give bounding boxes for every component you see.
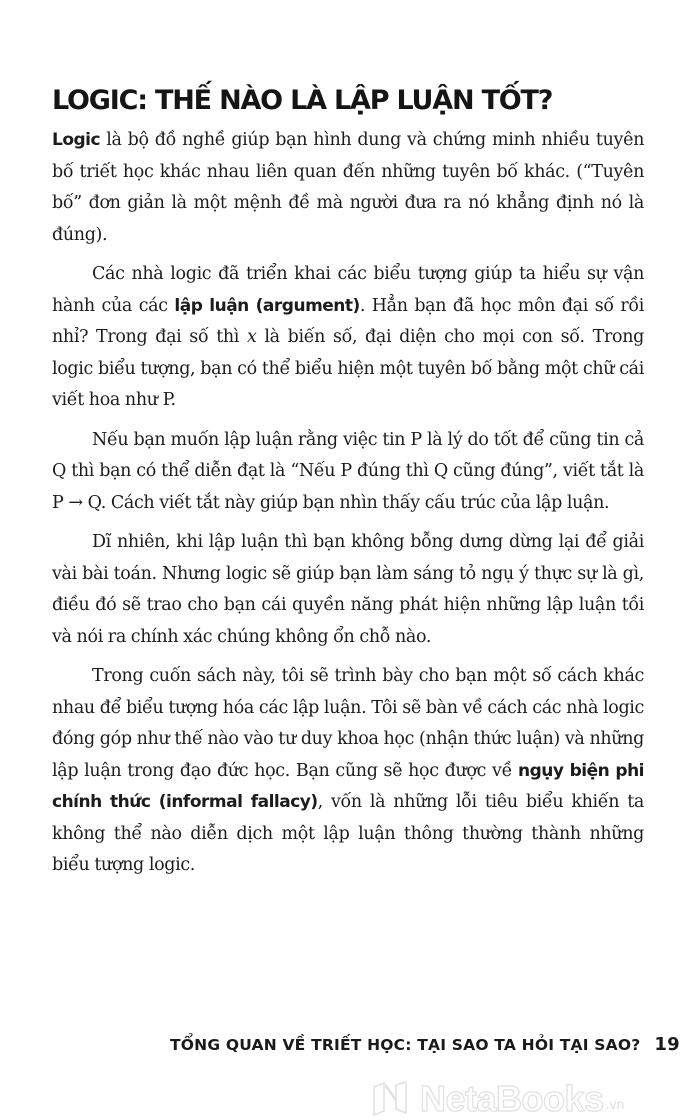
bold-term-informal-fallacy: ngụy biện phi chính thức (informal fallacy) <box>52 760 644 812</box>
paragraph-1 <box>52 125 644 251</box>
italic-variable-x: x <box>246 327 257 347</box>
paragraph-2 <box>52 259 644 417</box>
paragraph-4: Dĩ nhiên, khi lập luận thì bạn không bỗng dưng dừng lại để giải vài bài toán. Nhưng logic sẽ giúp bạn làm sáng tỏ ngụ ý thực sự là gì, điều đó sẽ trao cho bạn cái quyền năng phát hiện những lập luận tồi và nói ra chính xác chúng không ổn chỗ nào. <box>52 532 644 647</box>
section-heading: LOGIC: THẾ NÀO LÀ LẬP LUẬN TỐT? <box>52 85 553 116</box>
running-title: TỔNG QUAN VỀ TRIẾT HỌC: TẠI SAO TA HỎI TẠI SAO? <box>170 1036 641 1054</box>
paragraph-5-text-a: Trong cuốn sách này, tôi sẽ trình bày cho bạn một số cách khác nhau để biểu tượng hóa các lập luận. Tôi sẽ bàn về cách các nhà logic đóng góp như thế nào vào tư duy khoa học (nhận thức luận) và những lập luận trong đạo đức học. Bạn cũng sẽ học được về <box>52 666 644 781</box>
watermark-text: NetaBooks <box>420 1078 604 1119</box>
paragraph-1-text: là bộ đồ nghề giúp bạn hình dung và chứng minh nhiều tuyên bố triết học khác nhau liên quan đến những tuyên bố khác. (“Tuyên bố” đơn giản là một mệnh đề mà người đưa ra nó khẳng định nó là đúng). <box>52 130 644 245</box>
paragraph-2-text-b: . Hẳn bạn đã học môn đại số rồi nhỉ? Trong đại số thì <box>52 295 645 347</box>
body-text <box>52 125 644 890</box>
paragraph-2-text-c: là biến số, đại diện cho mọi con số. Trong logic biểu tượng, bạn có thể biểu hiện một tuyên bố bằng một chữ cái viết hoa như P. <box>52 327 644 410</box>
netabooks-logo-icon <box>370 1081 414 1117</box>
watermark <box>370 1078 690 1119</box>
page-number: 19 <box>654 1034 680 1055</box>
paragraph-5 <box>52 661 644 882</box>
watermark-suffix: .vn <box>605 1096 625 1112</box>
bold-term-logic: Logic <box>52 130 101 150</box>
page-footer <box>170 1034 680 1055</box>
paragraph-2-text-a: Các nhà logic đã triển khai các biểu tượng giúp ta hiểu sự vận hành của các <box>52 264 644 316</box>
paragraph-3: Nếu bạn muốn lập luận rằng việc tin P là lý do tốt để cũng tin cả Q thì bạn có thể diễn đạt là “Nếu P đúng thì Q cũng đúng”, viết tắt là P → Q. Cách viết tắt này giúp bạn nhìn thấy cấu trúc của lập luận. <box>52 429 644 513</box>
paragraph-5-text-b: , vốn là những lỗi tiêu biểu khiến ta không thể nào diễn dịch một lập luận thông thường thành những biểu tượng logic. <box>52 792 644 875</box>
bold-term-argument: lập luận (argument) <box>174 295 360 316</box>
